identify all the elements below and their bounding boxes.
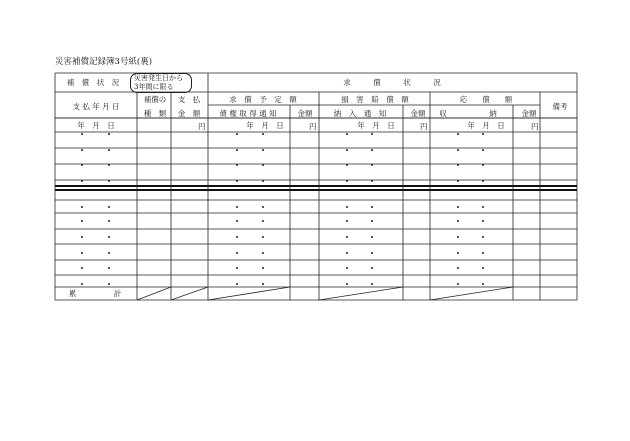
date-separator-dot bbox=[482, 220, 484, 222]
total-label: 累 計 bbox=[68, 289, 122, 298]
header-shiharai-kingaku-2: 金 額 bbox=[177, 109, 201, 118]
date-separator-dot bbox=[236, 149, 238, 151]
date-separator-dot bbox=[371, 206, 373, 208]
date-separator-dot bbox=[457, 283, 459, 285]
date-separator-dot bbox=[81, 133, 83, 135]
date-separator-dot bbox=[482, 206, 484, 208]
date-separator-dot bbox=[482, 283, 484, 285]
header-kyusho-yotei: 求 償 予 定 額 bbox=[229, 95, 297, 104]
date-separator-dot bbox=[482, 133, 484, 135]
diagonal-line bbox=[171, 287, 208, 300]
date-separator-dot bbox=[81, 164, 83, 166]
header-kingaku-3: 金額 bbox=[521, 109, 537, 118]
date-separator-dot bbox=[346, 267, 348, 269]
date-separator-dot bbox=[346, 220, 348, 222]
header-shiharai-date: 支 払 年 月 日 bbox=[72, 102, 120, 111]
date-separator-dot bbox=[262, 133, 264, 135]
date-separator-dot bbox=[371, 220, 373, 222]
date-separator-dot bbox=[108, 133, 110, 135]
date-separator-dot bbox=[371, 267, 373, 269]
date-separator-dot bbox=[457, 252, 459, 254]
date-separator-dot bbox=[108, 283, 110, 285]
date-separator-dot bbox=[457, 133, 459, 135]
note-bubble bbox=[130, 73, 192, 93]
date-separator-dot bbox=[262, 283, 264, 285]
date-separator-dot bbox=[482, 252, 484, 254]
header-hosho-jokyo: 補 償 状 況 bbox=[66, 78, 120, 87]
header-hosho-type-2: 種 類 bbox=[143, 109, 167, 118]
unit-yen: 円 bbox=[198, 122, 206, 131]
unit-date-label: 年 月 日 bbox=[467, 121, 505, 130]
date-separator-dot bbox=[457, 206, 459, 208]
date-separator-dot bbox=[236, 252, 238, 254]
date-separator-dot bbox=[346, 164, 348, 166]
date-separator-dot bbox=[108, 252, 110, 254]
date-separator-dot bbox=[262, 164, 264, 166]
header-shu: 収 bbox=[439, 109, 447, 118]
date-separator-dot bbox=[81, 206, 83, 208]
date-separator-dot bbox=[262, 252, 264, 254]
date-separator-dot bbox=[108, 164, 110, 166]
date-separator-dot bbox=[262, 180, 264, 182]
date-separator-dot bbox=[371, 164, 373, 166]
unit-date-label: 年 月 日 bbox=[77, 121, 115, 130]
date-separator-dot bbox=[482, 180, 484, 182]
diagonal-line bbox=[208, 287, 290, 300]
date-separator-dot bbox=[457, 164, 459, 166]
header-kyusho-jokyo: 求 償 状 況 bbox=[343, 78, 441, 87]
date-separator-dot bbox=[457, 267, 459, 269]
unit-yen: 円 bbox=[531, 122, 539, 131]
header-hosho-type-1: 補償の bbox=[143, 95, 167, 104]
date-separator-dot bbox=[262, 267, 264, 269]
date-separator-dot bbox=[371, 133, 373, 135]
date-separator-dot bbox=[236, 206, 238, 208]
date-separator-dot bbox=[81, 283, 83, 285]
unit-date-label: 年 月 日 bbox=[246, 121, 284, 130]
date-separator-dot bbox=[482, 149, 484, 151]
date-separator-dot bbox=[81, 149, 83, 151]
diagonal-line bbox=[430, 287, 513, 300]
date-separator-dot bbox=[236, 283, 238, 285]
header-biko: 備考 bbox=[552, 102, 568, 111]
date-separator-dot bbox=[108, 149, 110, 151]
date-separator-dot bbox=[262, 149, 264, 151]
date-separator-dot bbox=[346, 206, 348, 208]
date-separator-dot bbox=[482, 267, 484, 269]
date-separator-dot bbox=[371, 236, 373, 238]
date-separator-dot bbox=[371, 149, 373, 151]
date-separator-dot bbox=[236, 236, 238, 238]
date-separator-dot bbox=[236, 267, 238, 269]
header-shiharai-kingaku-1: 支 払 bbox=[177, 95, 201, 104]
date-separator-dot bbox=[371, 283, 373, 285]
note-line-2: 3年間に限る bbox=[134, 83, 174, 91]
unit-date-label: 年 月 日 bbox=[357, 121, 395, 130]
date-separator-dot bbox=[108, 236, 110, 238]
date-separator-dot bbox=[371, 252, 373, 254]
unit-yen: 円 bbox=[420, 122, 428, 131]
date-separator-dot bbox=[236, 164, 238, 166]
date-separator-dot bbox=[457, 220, 459, 222]
date-separator-dot bbox=[346, 252, 348, 254]
date-separator-dot bbox=[482, 164, 484, 166]
diagonal-line bbox=[137, 287, 171, 300]
date-separator-dot bbox=[236, 220, 238, 222]
page-title: 災害補償記録簿3号紙(裏) bbox=[55, 57, 153, 67]
date-separator-dot bbox=[236, 133, 238, 135]
header-kingaku-1: 金額 bbox=[297, 109, 313, 118]
note-line-1: 災害発生日から bbox=[134, 74, 183, 82]
date-separator-dot bbox=[371, 180, 373, 182]
diagonal-line bbox=[319, 287, 403, 300]
date-separator-dot bbox=[108, 180, 110, 182]
header-songai-baisho: 損 害 賠 償 額 bbox=[341, 95, 409, 104]
date-separator-dot bbox=[346, 283, 348, 285]
date-separator-dot bbox=[262, 220, 264, 222]
header-no: 納 bbox=[489, 109, 497, 118]
date-separator-dot bbox=[482, 236, 484, 238]
date-separator-dot bbox=[81, 252, 83, 254]
date-separator-dot bbox=[346, 180, 348, 182]
date-separator-dot bbox=[81, 267, 83, 269]
date-separator-dot bbox=[81, 220, 83, 222]
date-separator-dot bbox=[81, 236, 83, 238]
date-separator-dot bbox=[108, 206, 110, 208]
date-separator-dot bbox=[262, 236, 264, 238]
date-separator-dot bbox=[108, 267, 110, 269]
date-separator-dot bbox=[457, 149, 459, 151]
header-nonyu-tsuchi: 納 入 通 知 bbox=[333, 109, 387, 118]
date-separator-dot bbox=[457, 180, 459, 182]
unit-yen: 円 bbox=[309, 122, 317, 131]
date-separator-dot bbox=[81, 180, 83, 182]
date-separator-dot bbox=[346, 236, 348, 238]
header-osho: 応 償 額 bbox=[459, 95, 513, 104]
date-separator-dot bbox=[457, 236, 459, 238]
date-separator-dot bbox=[346, 133, 348, 135]
date-separator-dot bbox=[108, 220, 110, 222]
date-separator-dot bbox=[346, 149, 348, 151]
date-separator-dot bbox=[262, 206, 264, 208]
header-saiken-tsuchi: 債 権 取 得 通 知 bbox=[219, 109, 277, 118]
header-kingaku-2: 金額 bbox=[410, 109, 426, 118]
date-separator-dot bbox=[236, 180, 238, 182]
